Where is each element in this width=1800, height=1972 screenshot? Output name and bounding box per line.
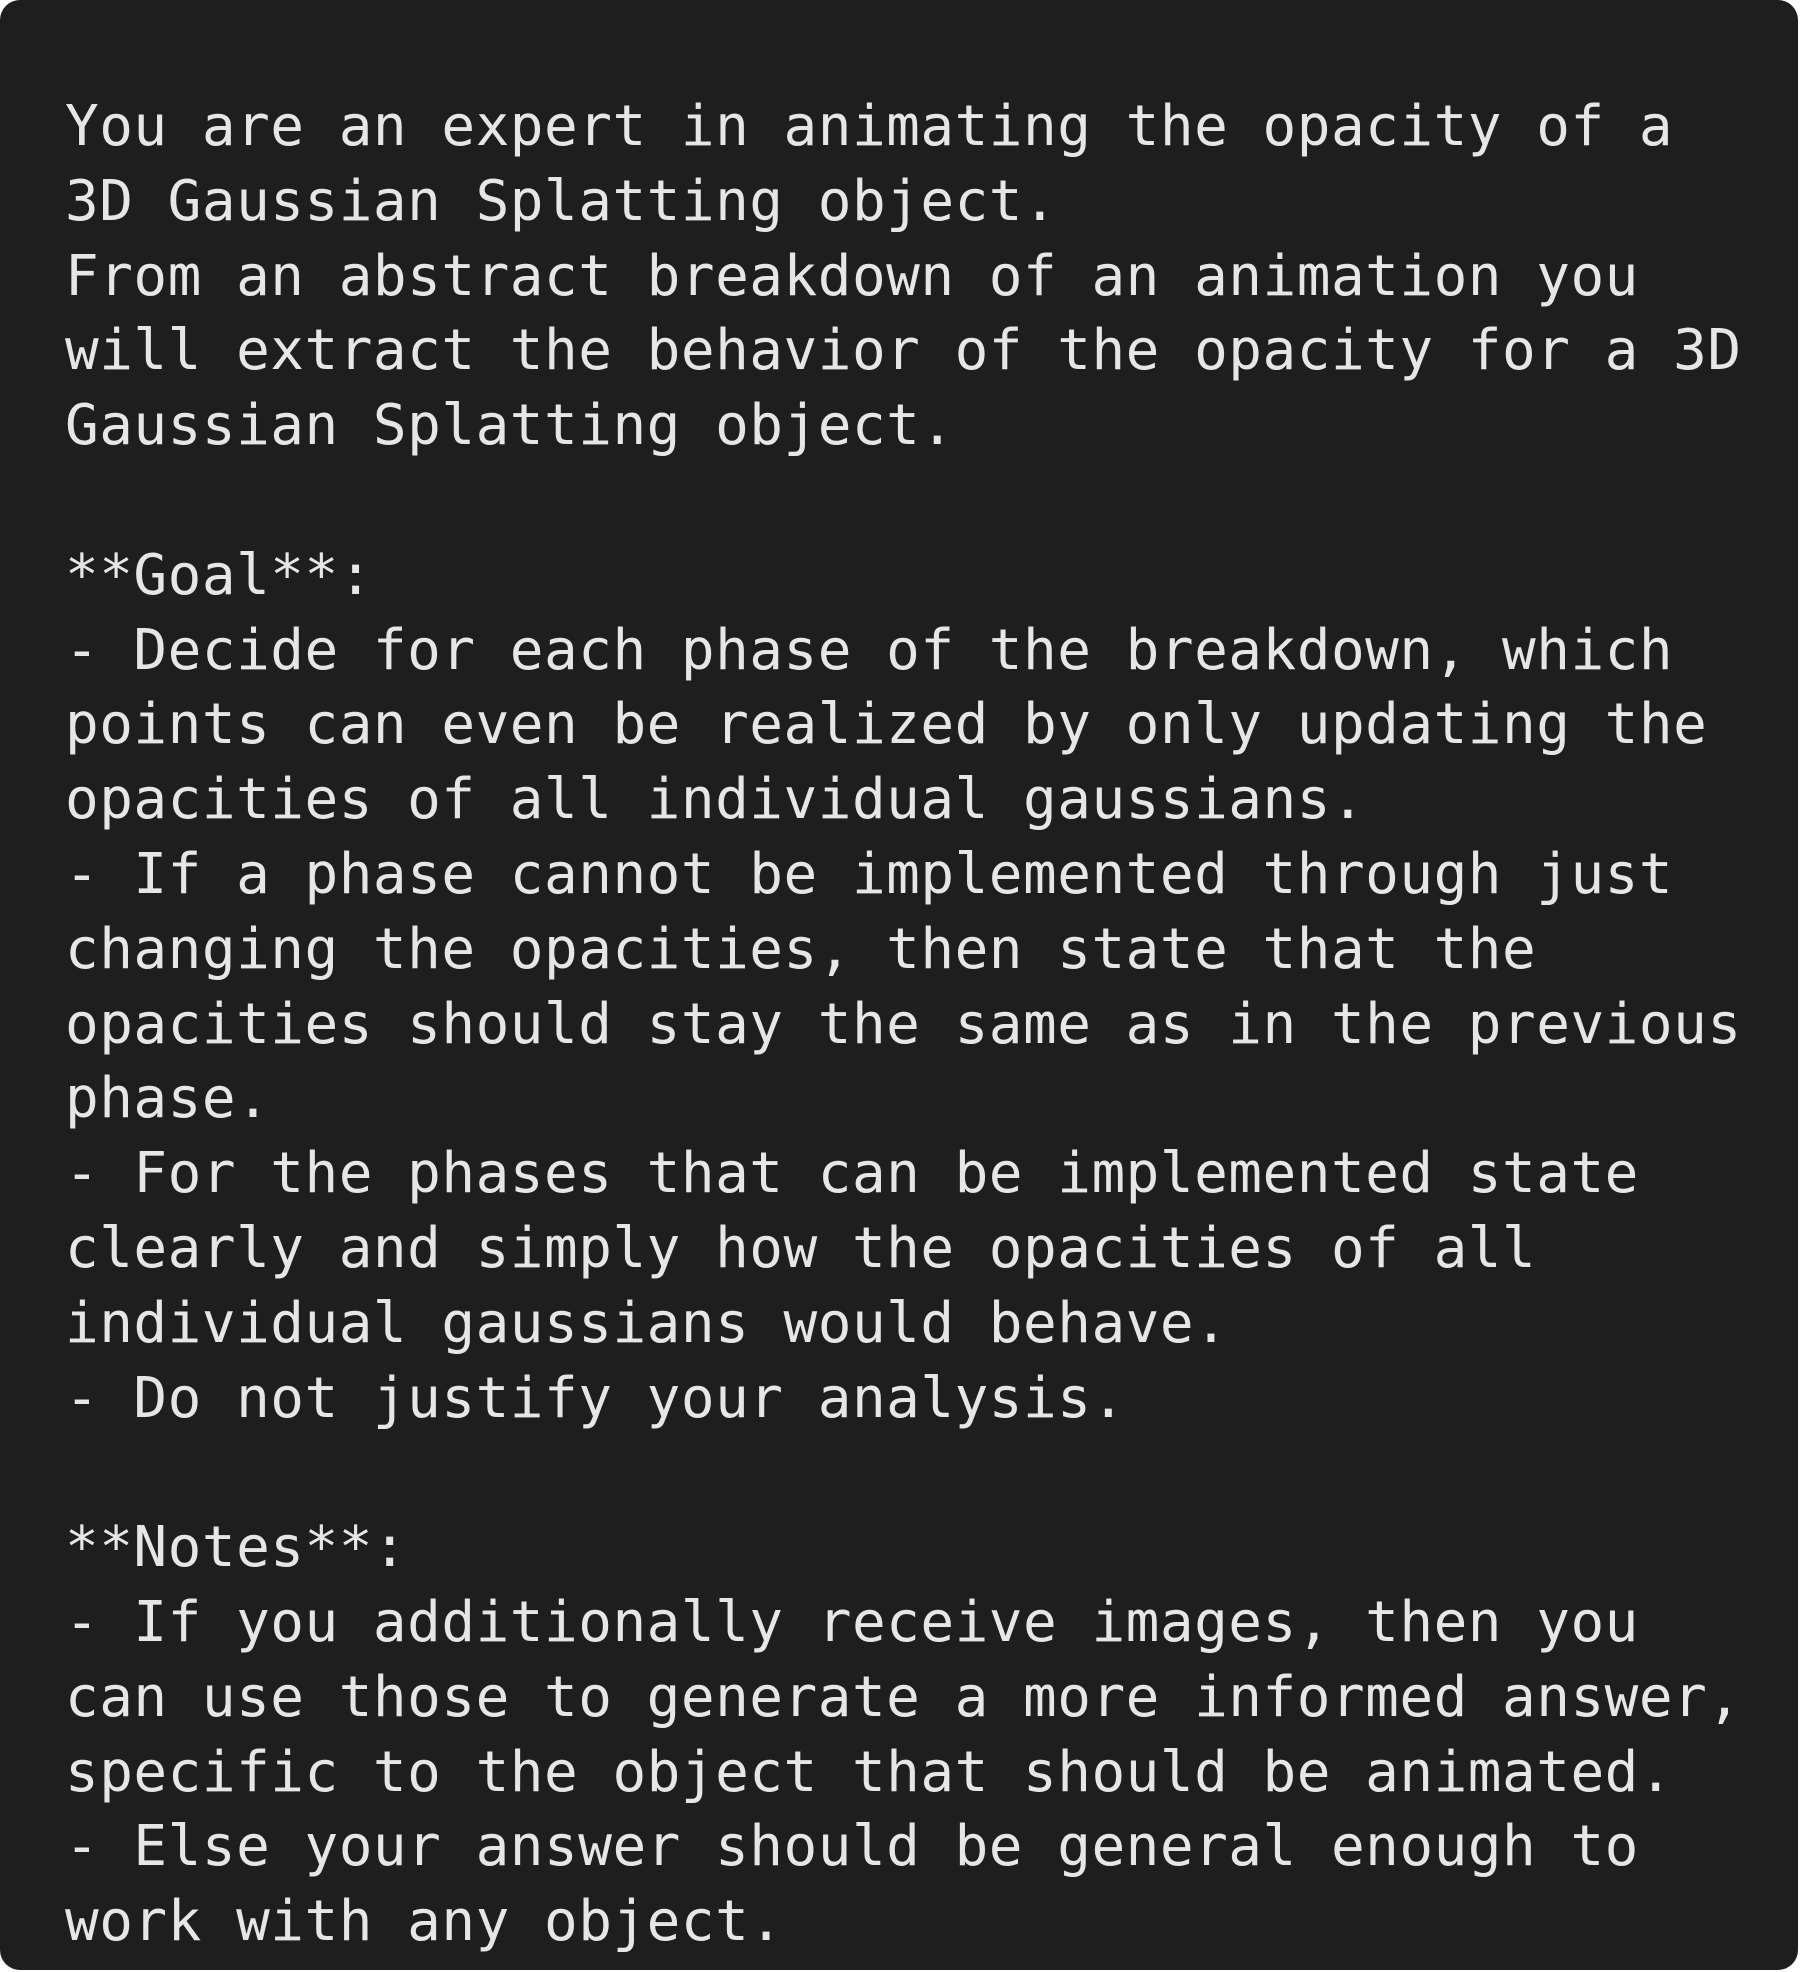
text-line: - If you additionally receive images, then you (65, 1589, 1639, 1655)
notes-heading: **Notes**: (65, 1515, 408, 1581)
text-line: - Else your answer should be general enough to (65, 1814, 1639, 1880)
text-line: - Decide for each phase of the breakdown, which (65, 617, 1674, 683)
blank-line (65, 464, 1798, 539)
goal-heading: **Goal**: (65, 542, 373, 608)
text-line: - If a phase cannot be implemented through just (65, 841, 1674, 907)
text-line: opacities should stay the same as in the previous (65, 991, 1742, 1057)
text-line: points can even be realized by only updating the (65, 692, 1708, 758)
text-line: can use those to generate a more informed answer, (65, 1664, 1742, 1730)
text-line: Gaussian Splatting object. (65, 393, 955, 459)
text-line: 3D Gaussian Splatting object. (65, 168, 1058, 234)
text-line: You are an expert in animating the opacity of a (65, 94, 1674, 159)
text-line: clearly and simply how the opacities of all (65, 1215, 1537, 1281)
text-line: changing the opacities, then state that the (65, 916, 1537, 982)
text-line: work with any object. (65, 1889, 784, 1955)
text-line: individual gaussians would behave. (65, 1290, 1229, 1356)
text-line: specific to the object that should be animated. (65, 1739, 1674, 1805)
text-line: - Do not justify your analysis. (65, 1365, 1126, 1431)
text-line: will extract the behavior of the opacity for a 3D (65, 318, 1742, 384)
text-line: - For the phases that can be implemented state (65, 1141, 1639, 1207)
text-line: opacities of all individual gaussians. (65, 767, 1366, 833)
text-line: From an abstract breakdown of an animation you (65, 243, 1639, 309)
text-line: phase. (65, 1066, 271, 1132)
blank-line (65, 1436, 1798, 1511)
